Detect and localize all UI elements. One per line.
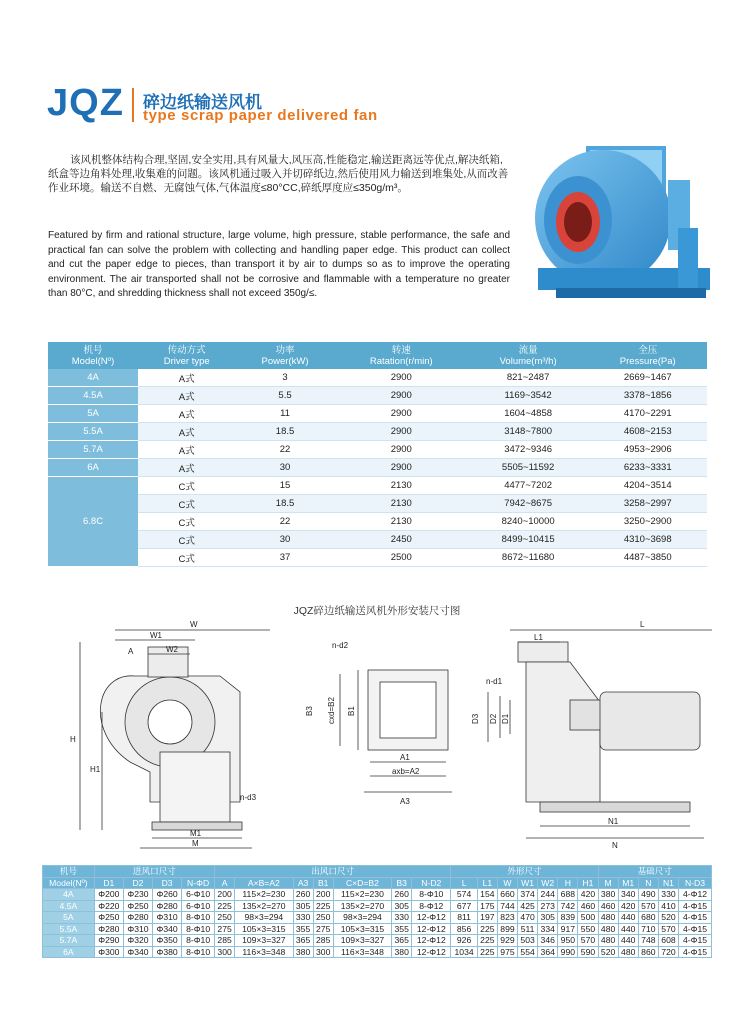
table-row: [43, 900, 712, 912]
table-cell: 2130: [335, 495, 468, 513]
table-cell: 12-Φ12: [412, 935, 451, 947]
table-cell: C式: [138, 477, 235, 495]
table-cell: Φ340: [123, 946, 152, 958]
table-row: [43, 889, 712, 901]
table-cell: 520: [598, 946, 618, 958]
table-cell: 225: [477, 946, 497, 958]
header-cell: M: [598, 877, 618, 889]
table-cell: 225: [477, 935, 497, 947]
header-cell: L: [451, 877, 477, 889]
table-cell: 115×2=230: [235, 889, 293, 901]
table-cell: 2130: [335, 477, 468, 495]
table-cell: 365: [392, 935, 412, 947]
table-cell: 275: [313, 923, 333, 935]
table-row: [43, 912, 712, 924]
table-cell: 460: [598, 900, 618, 912]
header-cell: 出风口尺寸: [215, 866, 451, 878]
table-cell: 3: [235, 369, 334, 387]
table-cell: 5505~11592: [468, 459, 589, 477]
table-cell: C式: [138, 549, 235, 567]
table-cell: 109×3=327: [235, 935, 293, 947]
header-cell: 流量 Volume(m³/h): [468, 342, 589, 369]
dim-label-L1: L1: [534, 633, 543, 642]
table-cell: A式: [138, 387, 235, 405]
dim-group-header-row: [43, 866, 712, 878]
table-cell: 225: [313, 900, 333, 912]
table-cell: 200: [313, 889, 333, 901]
table-cell: 4487~3850: [588, 549, 707, 567]
dim-label-axb-A2: axb=A2: [392, 767, 420, 776]
table-cell: 98×3=294: [333, 912, 391, 924]
product-title-en: type scrap paper delivered fan: [143, 107, 378, 124]
table-cell: 3472~9346: [468, 441, 589, 459]
performance-table: [48, 342, 707, 567]
table-cell: 8-Φ12: [412, 900, 451, 912]
table-cell: Φ230: [123, 889, 152, 901]
drawing-title: JQZ碎边纸输送风机外形安装尺寸图: [293, 605, 461, 617]
dim-label-D2: D2: [489, 713, 498, 724]
table-cell: 410: [658, 900, 678, 912]
header-cell: D2: [123, 877, 152, 889]
table-cell: 480: [618, 946, 638, 958]
dim-label-D3: D3: [471, 713, 480, 724]
table-cell: 7942~8675: [468, 495, 589, 513]
table-cell: 22: [235, 441, 334, 459]
table-cell: 4953~2906: [588, 441, 707, 459]
table-cell: A式: [138, 441, 235, 459]
table-cell: 2130: [335, 513, 468, 531]
table-cell: Φ280: [153, 900, 182, 912]
table-cell: 440: [618, 935, 638, 947]
table-cell: 917: [558, 923, 578, 935]
table-cell: 2900: [335, 387, 468, 405]
table-cell: Φ340: [153, 923, 182, 935]
table-cell: 2900: [335, 423, 468, 441]
table-cell: 425: [518, 900, 538, 912]
header-cell: A: [215, 877, 235, 889]
header-cell: L1: [477, 877, 497, 889]
header-cell: N-D2: [412, 877, 451, 889]
table-cell: 305: [293, 900, 313, 912]
table-cell: C式: [138, 513, 235, 531]
header-cell: B1: [313, 877, 333, 889]
dim-label-N1: N1: [608, 817, 619, 826]
table-row: [48, 477, 707, 495]
dim-label-D1: D1: [501, 713, 510, 724]
table-cell: 260: [392, 889, 412, 901]
table-row: [48, 405, 707, 423]
table-cell: 8-Φ10: [182, 946, 215, 958]
table-cell: 364: [538, 946, 558, 958]
table-cell: 116×3=348: [333, 946, 391, 958]
table-cell: 480: [598, 912, 618, 924]
dim-label-M1: M1: [190, 829, 202, 838]
table-cell: 109×3=327: [333, 935, 391, 947]
dim-label-A1: A1: [400, 753, 410, 762]
table-cell: 2900: [335, 441, 468, 459]
header-cell: 进风口尺寸: [94, 866, 214, 878]
header-cell: 传动方式 Driver type: [138, 342, 235, 369]
table-cell: 250: [313, 912, 333, 924]
table-cell: 200: [215, 889, 235, 901]
table-cell: 6-Φ10: [182, 889, 215, 901]
table-cell: Φ280: [123, 912, 152, 924]
table-cell: 12-Φ12: [412, 946, 451, 958]
table-cell: 480: [598, 923, 618, 935]
table-cell: 334: [538, 923, 558, 935]
model-cell: 5A: [43, 912, 95, 924]
header-cell: D1: [94, 877, 123, 889]
table-cell: Φ310: [123, 923, 152, 935]
table-cell: 821~2487: [468, 369, 589, 387]
header-cell: 机号: [43, 866, 95, 878]
table-row: [48, 423, 707, 441]
model-cell: 5.5A: [43, 923, 95, 935]
table-cell: Φ290: [94, 935, 123, 947]
table-cell: 608: [658, 935, 678, 947]
table-cell: 355: [392, 923, 412, 935]
table-cell: 37: [235, 549, 334, 567]
table-cell: 503: [518, 935, 538, 947]
dim-label-N: N: [612, 841, 618, 850]
table-cell: 720: [658, 946, 678, 958]
table-cell: 135×2=270: [235, 900, 293, 912]
table-cell: 680: [638, 912, 658, 924]
header-cell: N1: [658, 877, 678, 889]
header-cell: M1: [618, 877, 638, 889]
description-cn: 该风机整体结构合理,坚固,安全实用,具有风量大,风压高,性能稳定,输送距离远等优点,解决纸箱,纸盒等边角料处理,收集难的问题。该风机通过吸入并切碎纸边,然后使用风力输送到堆集处,从而改善作业环境。输送不自燃、无腐蚀气体,气体温度≤80°CC,碎纸厚度应≤350g/m³。: [48, 154, 509, 194]
table-cell: Φ380: [153, 946, 182, 958]
table-cell: 8672~11680: [468, 549, 589, 567]
dim-label-A: A: [128, 647, 134, 656]
table-cell: A式: [138, 459, 235, 477]
dim-label-B3: B3: [305, 706, 314, 716]
table-cell: 365: [293, 935, 313, 947]
table-cell: 330: [392, 912, 412, 924]
table-cell: 305: [538, 912, 558, 924]
table-cell: 3378~1856: [588, 387, 707, 405]
header-cell: 全压 Pressure(Pa): [588, 342, 707, 369]
table-cell: 4-Φ15: [679, 923, 712, 935]
table-cell: 154: [477, 889, 497, 901]
table-row: [43, 923, 712, 935]
header-cell: N-ΦD: [182, 877, 215, 889]
installation-drawing: [40, 612, 730, 862]
table-cell: Φ350: [153, 935, 182, 947]
table-cell: 2669~1467: [588, 369, 707, 387]
table-cell: 6233~3331: [588, 459, 707, 477]
table-cell: 748: [638, 935, 658, 947]
title-separator: [132, 88, 134, 122]
table-cell: 500: [578, 912, 598, 924]
table-cell: A式: [138, 369, 235, 387]
table-cell: 688: [558, 889, 578, 901]
front-view-drawing: [488, 630, 712, 838]
table-cell: 225: [215, 900, 235, 912]
table-cell: C式: [138, 531, 235, 549]
table-cell: 570: [658, 923, 678, 935]
model-cell: 4.5A: [43, 900, 95, 912]
table-cell: 15: [235, 477, 334, 495]
table-cell: 1034: [451, 946, 477, 958]
table-cell: Φ260: [153, 889, 182, 901]
header-cell: H: [558, 877, 578, 889]
table-cell: 8499~10415: [468, 531, 589, 549]
table-cell: 105×3=315: [333, 923, 391, 935]
header-cell: N-D3: [679, 877, 712, 889]
table-cell: C式: [138, 495, 235, 513]
table-row: [48, 549, 707, 567]
table-cell: 1169~3542: [468, 387, 589, 405]
header-cell: N: [638, 877, 658, 889]
table-cell: 275: [215, 923, 235, 935]
table-cell: 98×3=294: [235, 912, 293, 924]
table-cell: 660: [497, 889, 517, 901]
model-cell: 6A: [43, 946, 95, 958]
table-cell: 380: [598, 889, 618, 901]
table-cell: 305: [392, 900, 412, 912]
dim-label-n-d2: n-d2: [332, 641, 349, 650]
header-cell: C×D=B2: [333, 877, 391, 889]
table-cell: 4-Φ15: [679, 935, 712, 947]
header-cell: 转速 Ratation(r/min): [335, 342, 468, 369]
table-cell: 823: [497, 912, 517, 924]
table-cell: 6-Φ10: [182, 900, 215, 912]
table-cell: 380: [293, 946, 313, 958]
table-cell: 244: [538, 889, 558, 901]
table-cell: 480: [598, 935, 618, 947]
dim-label-n-d1: n-d1: [486, 677, 503, 686]
table-cell: 1604~4858: [468, 405, 589, 423]
table-cell: 105×3=315: [235, 923, 293, 935]
table-cell: 8-Φ10: [182, 912, 215, 924]
table-cell: 811: [451, 912, 477, 924]
table-cell: 340: [618, 889, 638, 901]
header-cell: H1: [578, 877, 598, 889]
table-cell: 926: [451, 935, 477, 947]
table-cell: 590: [578, 946, 598, 958]
dimension-table: [42, 865, 712, 958]
table-cell: 574: [451, 889, 477, 901]
dim-label-W1: W1: [150, 631, 162, 640]
header-cell: D3: [153, 877, 182, 889]
table-cell: 346: [538, 935, 558, 947]
table-cell: 860: [638, 946, 658, 958]
table-cell: 330: [293, 912, 313, 924]
table-cell: 3250~2900: [588, 513, 707, 531]
table-cell: 4170~2291: [588, 405, 707, 423]
dim-sub-header-row: [43, 877, 712, 889]
table-cell: 420: [618, 900, 638, 912]
table-cell: 12-Φ12: [412, 923, 451, 935]
table-row: [48, 459, 707, 477]
table-cell: 374: [518, 889, 538, 901]
table-cell: 115×2=230: [333, 889, 391, 901]
table-row: [48, 495, 707, 513]
table-cell: Φ220: [94, 900, 123, 912]
table-cell: 440: [618, 912, 638, 924]
table-cell: 440: [618, 923, 638, 935]
table-cell: 30: [235, 459, 334, 477]
header-cell: 基础尺寸: [598, 866, 711, 878]
dim-label-H: H: [70, 735, 76, 744]
model-cell: 6.8C: [48, 477, 138, 567]
table-cell: 899: [497, 923, 517, 935]
table-header-row: [48, 342, 707, 369]
header-cell: 功率 Power(kW): [235, 342, 334, 369]
table-cell: 22: [235, 513, 334, 531]
table-cell: 273: [538, 900, 558, 912]
header-cell: W2: [538, 877, 558, 889]
header-cell: 外形尺寸: [451, 866, 598, 878]
table-cell: 300: [313, 946, 333, 958]
table-cell: 929: [497, 935, 517, 947]
header-cell: 机号 Model(Nº): [48, 342, 138, 369]
table-cell: 11: [235, 405, 334, 423]
table-cell: 8-Φ10: [182, 935, 215, 947]
table-cell: 460: [578, 900, 598, 912]
table-cell: 470: [518, 912, 538, 924]
table-cell: 135×2=270: [333, 900, 391, 912]
table-cell: 3148~7800: [468, 423, 589, 441]
dim-label-M: M: [192, 839, 199, 848]
dim-label-L: L: [640, 620, 645, 629]
table-cell: 520: [658, 912, 678, 924]
table-cell: 225: [477, 923, 497, 935]
table-cell: 975: [497, 946, 517, 958]
table-row: [43, 935, 712, 947]
table-row: [43, 946, 712, 958]
table-cell: 3258~2997: [588, 495, 707, 513]
dim-label-cxd-B2: cxd=B2: [327, 697, 336, 724]
table-row: [48, 531, 707, 549]
fan-product-image: [528, 140, 718, 320]
table-row: [48, 387, 707, 405]
table-cell: 570: [638, 900, 658, 912]
model-cell: 4A: [48, 369, 138, 387]
table-cell: 8-Φ10: [412, 889, 451, 901]
header-cell: A×B=A2: [235, 877, 293, 889]
table-cell: 4-Φ12: [679, 889, 712, 901]
table-cell: Φ320: [123, 935, 152, 947]
table-cell: Φ300: [94, 946, 123, 958]
header-cell: W: [497, 877, 517, 889]
model-cell: 6A: [48, 459, 138, 477]
table-cell: 116×3=348: [235, 946, 293, 958]
table-cell: Φ250: [123, 900, 152, 912]
table-cell: 554: [518, 946, 538, 958]
table-cell: 4-Φ15: [679, 912, 712, 924]
dim-label-A3: A3: [400, 797, 410, 806]
table-cell: 380: [392, 946, 412, 958]
table-cell: 990: [558, 946, 578, 958]
table-cell: 511: [518, 923, 538, 935]
table-cell: 4-Φ15: [679, 900, 712, 912]
table-cell: 2900: [335, 459, 468, 477]
table-cell: Φ310: [153, 912, 182, 924]
table-cell: 18.5: [235, 423, 334, 441]
model-cell: 5A: [48, 405, 138, 423]
table-cell: 570: [578, 935, 598, 947]
table-cell: 300: [215, 946, 235, 958]
header-cell: A3: [293, 877, 313, 889]
table-cell: 4204~3514: [588, 477, 707, 495]
side-view-drawing: [80, 630, 270, 848]
table-cell: 5.5: [235, 387, 334, 405]
table-row: [48, 369, 707, 387]
table-cell: 285: [215, 935, 235, 947]
table-cell: 355: [293, 923, 313, 935]
table-cell: 710: [638, 923, 658, 935]
table-cell: Φ250: [94, 912, 123, 924]
table-cell: 856: [451, 923, 477, 935]
table-cell: 490: [638, 889, 658, 901]
table-cell: 420: [578, 889, 598, 901]
table-row: [48, 513, 707, 531]
table-cell: 18.5: [235, 495, 334, 513]
header-cell: W1: [518, 877, 538, 889]
table-cell: 2450: [335, 531, 468, 549]
dim-label-H1: H1: [90, 765, 101, 774]
header-cell: B3: [392, 877, 412, 889]
table-cell: Φ200: [94, 889, 123, 901]
dim-label-W2: W2: [166, 645, 178, 654]
product-title-cn: 碎边纸输送风机: [143, 93, 262, 112]
table-cell: 285: [313, 935, 333, 947]
model-cell: 5.5A: [48, 423, 138, 441]
table-cell: 677: [451, 900, 477, 912]
table-cell: 4-Φ15: [679, 946, 712, 958]
table-cell: 175: [477, 900, 497, 912]
table-cell: 2900: [335, 405, 468, 423]
description-en: Featured by firm and rational structure, large volume, high pressure, stable performance, the safe and practical fan can solve the problem with collecting and handling paper edge. This product can collect and cut the paper edge to pieces, than transport it by air to dumps so as to improve the operating environment. The air transported shall not be corrosive and flammable with a temperature no greater than 80°C, and shredding thickness shall not exceed 350g/≤.: [48, 230, 510, 300]
table-cell: 8240~10000: [468, 513, 589, 531]
header-cell: Model(Nº): [43, 877, 95, 889]
table-cell: 197: [477, 912, 497, 924]
table-cell: A式: [138, 405, 235, 423]
model-cell: 5.7A: [48, 441, 138, 459]
table-cell: A式: [138, 423, 235, 441]
table-cell: 2900: [335, 369, 468, 387]
dim-label-B1: B1: [347, 706, 356, 716]
table-cell: 4310~3698: [588, 531, 707, 549]
dim-label-W: W: [190, 620, 198, 629]
product-code: JQZ: [47, 82, 124, 124]
table-row: [48, 441, 707, 459]
table-cell: Φ280: [94, 923, 123, 935]
model-cell: 5.7A: [43, 935, 95, 947]
model-cell: 4.5A: [48, 387, 138, 405]
table-cell: 330: [658, 889, 678, 901]
table-cell: 8-Φ10: [182, 923, 215, 935]
table-cell: 2500: [335, 549, 468, 567]
table-cell: 950: [558, 935, 578, 947]
table-cell: 4608~2153: [588, 423, 707, 441]
dim-label-n-d3: n-d3: [240, 793, 257, 802]
table-cell: 839: [558, 912, 578, 924]
table-cell: 12-Φ12: [412, 912, 451, 924]
table-cell: 250: [215, 912, 235, 924]
table-cell: 30: [235, 531, 334, 549]
table-cell: 742: [558, 900, 578, 912]
table-cell: 4477~7202: [468, 477, 589, 495]
table-cell: 744: [497, 900, 517, 912]
model-cell: 4A: [43, 889, 95, 901]
table-cell: 550: [578, 923, 598, 935]
table-cell: 260: [293, 889, 313, 901]
